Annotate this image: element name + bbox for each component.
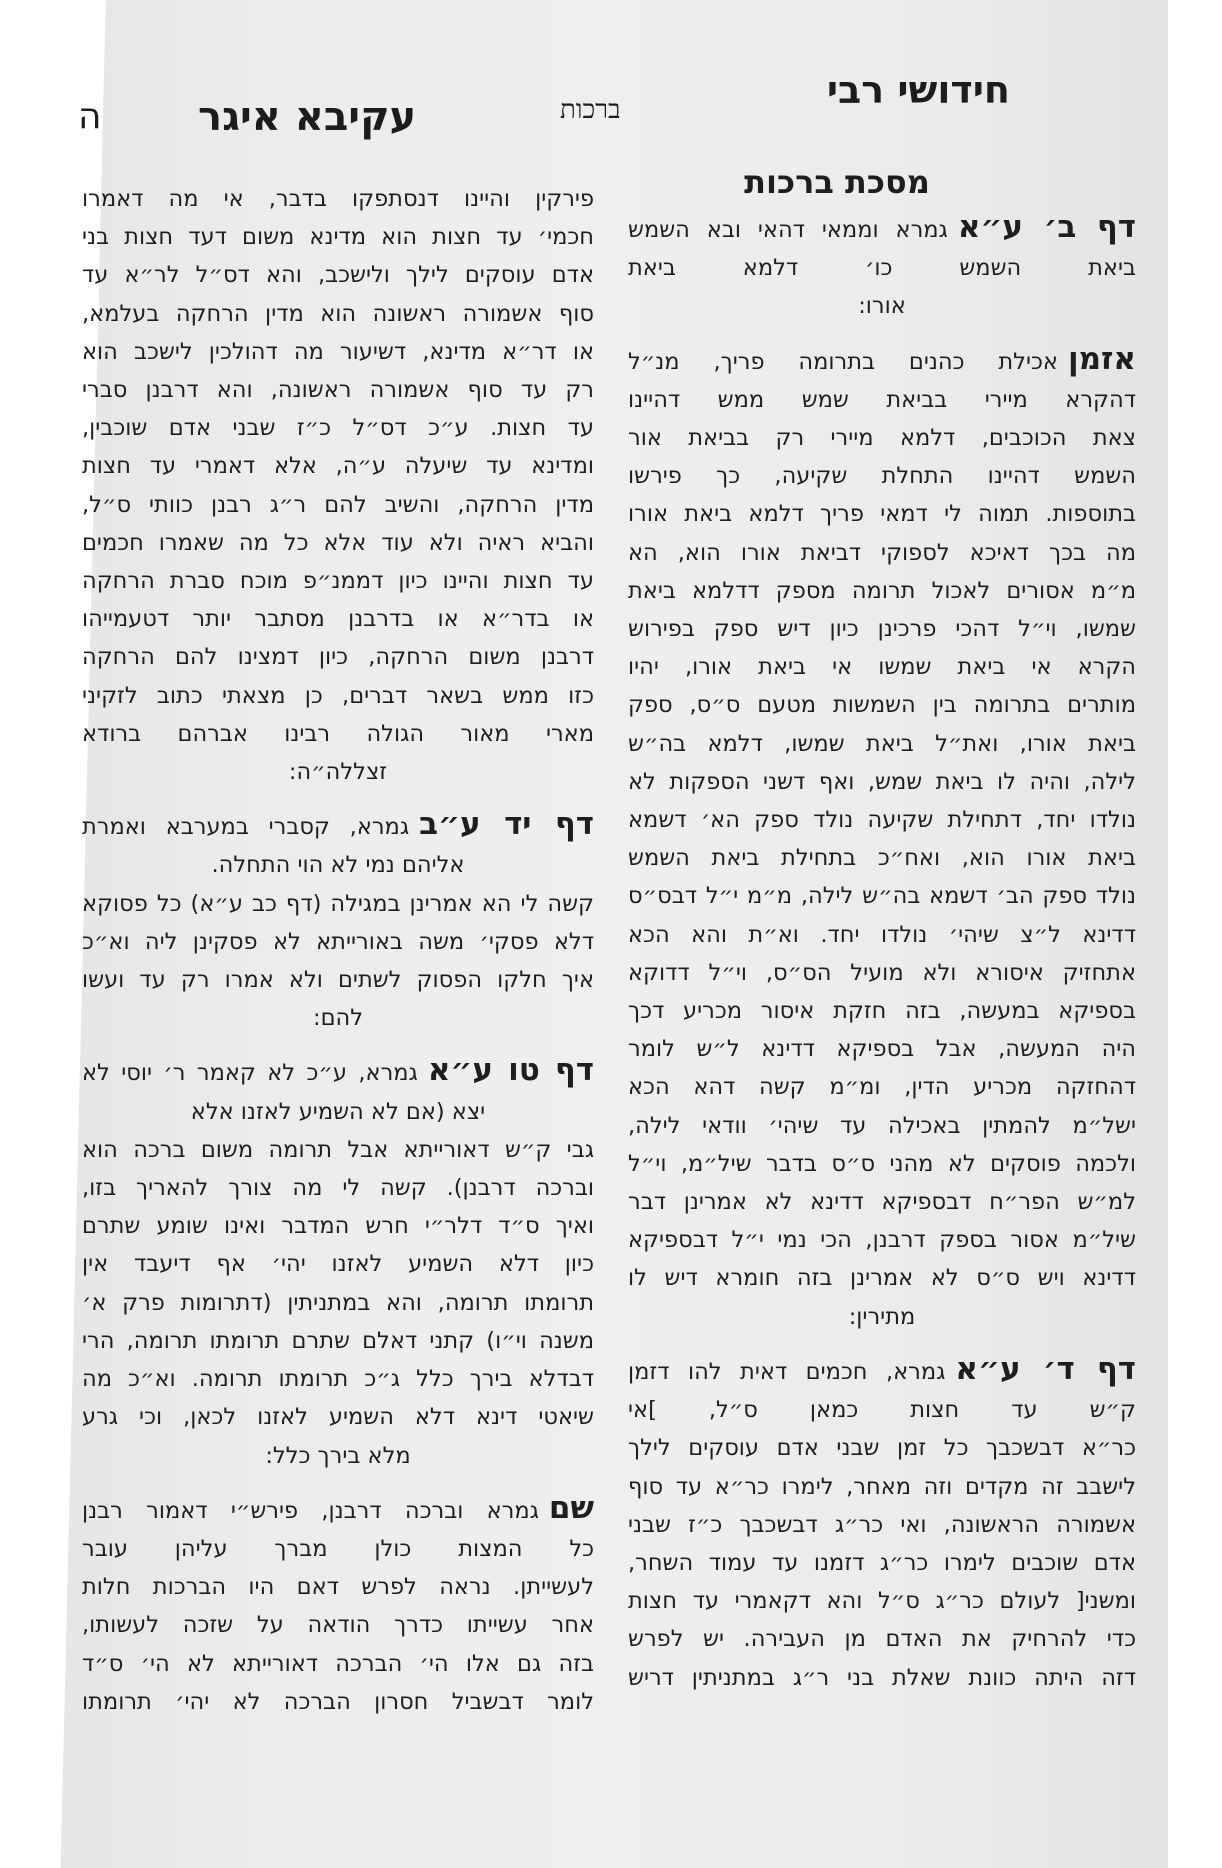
- text-line: ומשני[ לעולם כר״ג ס״ל והא דקאמרי עד חצות: [628, 1588, 1136, 1615]
- section-daf-4a: [628, 1350, 1136, 1697]
- text-line: זצללה״ה:: [288, 759, 388, 786]
- section-heading: דף טו ע״א: [427, 1052, 594, 1089]
- text-line: לומר דבשביל חסרון הברכה לא יהי׳ תרומתו: [82, 1688, 594, 1715]
- text-line: כדי להרחיק את האדם מן העבירה. יש לפרש: [628, 1626, 1136, 1653]
- running-head-book-title-right: חידושי רבי: [826, 68, 1010, 112]
- text-line: מלא בירך כלל:: [265, 1442, 411, 1469]
- text-line: משנה וי״ו) קתני דאלם שתרם תרומתו תרומה, הרי: [82, 1327, 594, 1354]
- text-line: למ״ש הפר״ח דבספיקא דדינא לא אמרינן דבר: [628, 1189, 1136, 1216]
- text-line: כזו ממש בשאר דברים, כן מצאתי כתוב לזקיני: [82, 682, 594, 709]
- text-line: גמרא, קסברי במערבא ואמרת: [82, 814, 410, 841]
- text-line: עד חצות. ע״כ דס״ל כ״ז שבני אדם שוכבין,: [82, 415, 594, 442]
- text-line: אורו:: [858, 293, 906, 320]
- text-line: פירקין והיינו דנסתפקו בדבר, אי מה דאמרו: [82, 186, 594, 212]
- text-line: דרבנן משום הרחקה, כיון דמצינו להם הרחקה: [82, 644, 594, 671]
- text-line: גמרא וממאי דהאי ובא השמש: [628, 217, 948, 243]
- text-line: ולכמה פוסקים לא מהני ס״ס בדבר שיל״מ, וי״ל: [628, 1150, 1136, 1177]
- text-line: אליהם נמי לא הוי התחלה.: [211, 852, 465, 879]
- text-line: מדין הרחקה, והשיב להם ר״ג רבנן כוותי ס״ל,: [82, 491, 594, 518]
- text-line: אדם עוסקים לילך ולישכב, והא דס״ל לר״א עד: [82, 262, 594, 289]
- text-line: ומדינא עד שיעלה ע״ה, אלא דאמרי עד חצות: [82, 453, 594, 480]
- section-daf-14b: [82, 805, 594, 1037]
- running-head-tractate: ברכות: [560, 95, 621, 124]
- text-line: כיון דלא השמיע לאזנו יהי׳ אף דיעבד אין: [82, 1251, 594, 1278]
- tractate-heading: מסכת ברכות: [744, 163, 930, 201]
- text-line: דהקרא מיירי בביאת שמש ממש דהיינו: [628, 386, 1136, 413]
- text-line: ק״ש עד חצות כמאן ס״ל, ]אי: [628, 1397, 1136, 1424]
- text-line: חכמי׳ עד חצות הוא מדינא משום דעד חצות בני: [82, 224, 594, 251]
- text-line: בתוספות. תמוה לי דמאי פריך דלמא ביאת אורו: [628, 501, 1136, 528]
- text-line: מותרים בתרומה בין השמשות מטעם ס״ס, ספק: [628, 692, 1136, 719]
- text-line: ביאת השמש כו׳ דלמא ביאת: [628, 255, 1136, 282]
- text-line: נולדו יחד, דתחילת שקיעה נולד ספק הא׳ דשמא: [628, 807, 1136, 834]
- text-line: שיל״מ אסור בספק דרבנן, הכי נמי י״ל דבספיקא: [628, 1227, 1136, 1254]
- text-line: לישבב זה מקדים וזה מאחר, לימרו כר״א עד סוף: [628, 1473, 1136, 1500]
- text-line: בספיקא במעשה, בזה חזקת איסור מכריע דכך: [628, 998, 1136, 1025]
- text-line: לילה, והיה לו ביאת שמש, ואף דשני הספקות לא: [628, 768, 1136, 795]
- text-line: או בדר״א או בדרבנן מסתבר יותר דטעמייהו: [82, 606, 594, 633]
- text-line: מ״מ אסורים לאכול תרומה מספק דדלמא ביאת: [628, 577, 1136, 604]
- text-line: עד חצות והיינו כיון דממנ״פ מוכח סברת הרחקה: [82, 568, 594, 595]
- page-number: ה: [78, 96, 102, 137]
- text-line: לעשייתן. נראה לפרש דאם היו הברכות חלות: [82, 1574, 594, 1601]
- text-line: הקרא אי ביאת שמשו אי ביאת אורו, יהיו: [628, 654, 1136, 681]
- text-line: יצא (אם לא השמיע לאזנו אלא: [190, 1098, 486, 1125]
- text-line: אחר עשייתו כדרך הודאה על שזכה לעשותו,: [82, 1612, 594, 1639]
- text-line: ואיך ס״ד דלר״י חרש המדבר ואינו שומע שתרם: [82, 1213, 594, 1240]
- text-line: דדינא ויש ס״ס לא אמרינן בזה חומרא דיש לו: [628, 1265, 1136, 1292]
- text-line: סוף אשמורה ראשונה הוא מדין הרחקה בעלמא,: [82, 300, 594, 327]
- text-line: דלא פסקי׳ משה באורייתא לא פסקינן ליה וא״כ: [82, 928, 594, 955]
- right-text-column: [628, 160, 1136, 1711]
- text-line: מתירין:: [848, 1303, 916, 1330]
- text-line: ביאת אורו, ואת״ל ביאת שמשו, דלמא בה״ש: [628, 730, 1136, 757]
- text-line: דזה היתה כוונת שאלת בני ר״ג במתניתין דריש: [628, 1664, 1136, 1691]
- section-heading: דף ד׳ ע״א: [955, 1350, 1136, 1387]
- text-line: היה המעשה, אבל בספיקא דדינא ל״ש לומר: [628, 1036, 1136, 1063]
- text-line: גמרא, ע״כ לא קאמר ר׳ יוסי לא: [82, 1060, 418, 1087]
- section-azman: [628, 340, 1136, 1336]
- text-line: אכילת כהנים בתרומה פריך, מנ״ל: [628, 348, 1058, 375]
- text-line: איך חלקו הפסוק לשתים ולא אמרו רק עד ועשו: [82, 967, 594, 994]
- text-line: צאת הכוכבים, דלמא מיירי רק בביאת אור: [628, 425, 1136, 452]
- section-heading: שם: [548, 1489, 594, 1526]
- section-continuation: [82, 180, 594, 791]
- text-line: בזה גם אלו הי׳ הברכה דאורייתא לא הי׳ ס״ד: [82, 1650, 594, 1677]
- text-line: אשמורה הראשונה, ואי כר״ג דבשכבך כ״ז שבני: [628, 1511, 1136, 1538]
- section-heading: דף יד ע״ב: [419, 806, 594, 843]
- text-line: להם:: [313, 1005, 363, 1032]
- text-line: אדם שוכבים לימרו כר״ג דזמנו עד עמוד השחר,: [628, 1549, 1136, 1576]
- text-line: דהחזקה מכריע הדין, ומ״מ קשה דהא הכא: [628, 1074, 1136, 1101]
- text-line: כל המצות כולן מברך עליהן עובר: [82, 1535, 594, 1562]
- text-line: שמשו, וי״ל דהכי פרכינן כיון דיש ספק בפירוש: [628, 616, 1136, 643]
- text-line: אתחזיק איסורא ולא מועיל הס״ס, וי״ל דדוקא: [628, 959, 1136, 986]
- text-line: תרומתו תרומה, והא במתניתין (דתרומות פרק א׳: [82, 1289, 594, 1316]
- text-line: ישל״מ להמתין באכילה עד שיהי׳ וודאי לילה,: [628, 1112, 1136, 1139]
- section-heading: דף ב׳ ע״א: [957, 209, 1136, 245]
- text-line: או דר״א מדינא, דשיעור מה דהולכין לישכב הוא: [82, 338, 594, 365]
- text-line: גבי ק״ש דאורייתא אבל תרומה משום ברכה הוא: [82, 1136, 594, 1163]
- text-line: וברכה דרבנן). קשה לי מה צורך להאריך בזו,: [82, 1175, 594, 1202]
- left-text-column: [82, 180, 594, 1735]
- running-head-book-title-left: עקיבא איגר: [198, 94, 417, 140]
- text-line: נולד ספק הב׳ דשמא בה״ש לילה, מ״מ י״ל דבס״ס: [628, 883, 1136, 910]
- section-heading: אזמן: [1067, 340, 1136, 377]
- text-line: גמרא, חכמים דאית להו דזמן: [628, 1358, 946, 1385]
- text-line: מארי מאור הגולה רבינו אברהם ברודא: [82, 720, 594, 747]
- section-sham: [82, 1489, 594, 1721]
- text-line: קשה לי הא אמרינן במגילה (דף כב ע״א) כל פסוקא: [82, 890, 594, 917]
- text-line: דבדלא בירך כלל ג״כ תרומתו תרומה. וא״כ מה: [82, 1366, 594, 1393]
- text-line: שיאטי דינא דלא השמיע לאזנו לכאן, וכי גרע: [82, 1404, 594, 1431]
- text-line: דדינא ל״צ שיהי׳ נולדו יחד. וא״ת והא הכא: [628, 921, 1136, 948]
- text-line: כר״א דבשכבך כל זמן שבני אדם עוסקים לילך: [628, 1435, 1136, 1462]
- text-line: השמש דהיינו התחלת שקיעה, כך פירשו: [628, 463, 1136, 490]
- text-line: ביאת אורו הוא, ואח״כ בתחילת ביאת השמש: [628, 845, 1136, 872]
- section-daf-15a: [82, 1051, 594, 1474]
- section-daf-2a: [628, 208, 1136, 326]
- text-line: רק עד סוף אשמורה ראשונה, והא דרבנן סברי: [82, 377, 594, 404]
- text-line: מה בכך דאיכא לספוקי דביאת אורו הוא, הא: [628, 539, 1136, 566]
- text-line: גמרא וברכה דרבנן, פירש״י דאמור רבנן: [82, 1497, 539, 1524]
- text-line: והביא ראיה ולא עוד אלא כל מה שאמרו חכמים: [82, 529, 594, 556]
